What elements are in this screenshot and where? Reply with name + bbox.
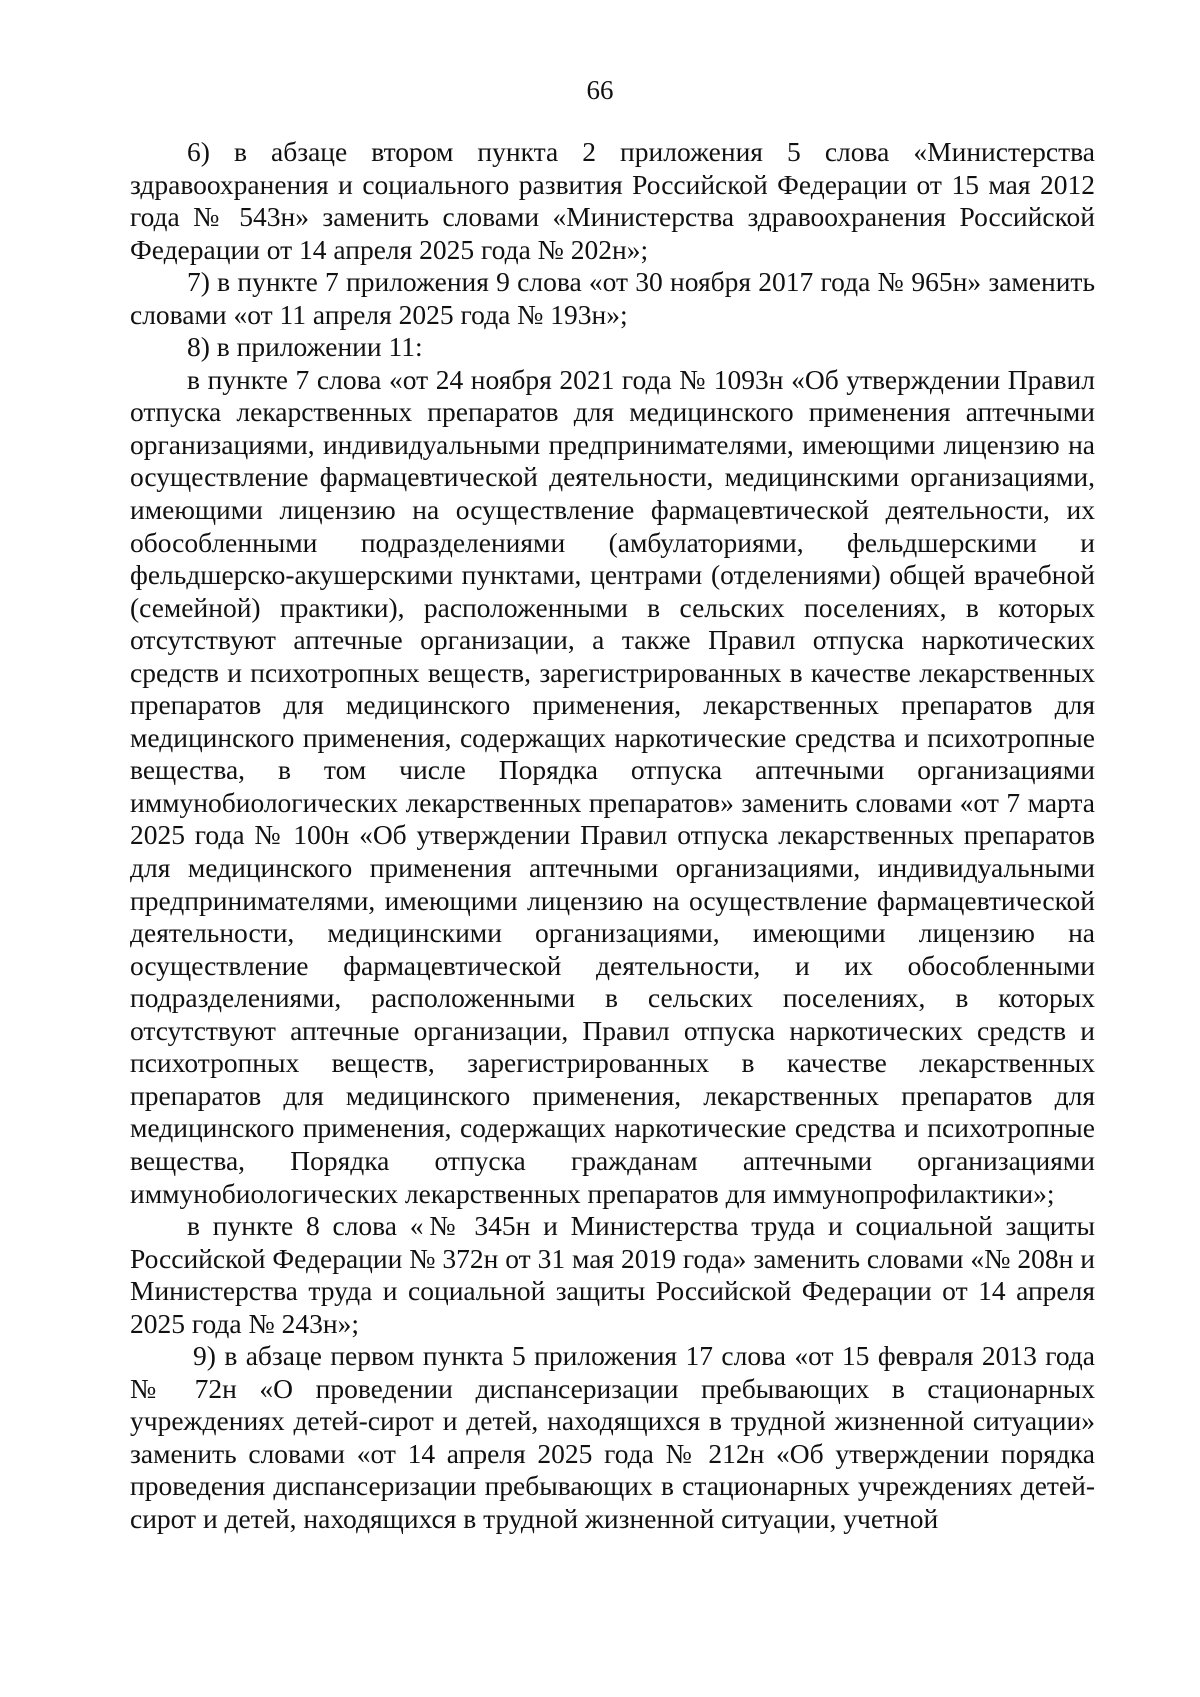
paragraph-item-8: 8) в приложении 11: xyxy=(187,331,423,363)
paragraph-item-9: 9) в абзаце первом пункта 5 приложения 17 слова «от 15 февраля 2013 года № 72н «О проведении диспансеризации пребывающих в стационарных учреждениях детей-сирот и детей, находящихся в трудной жизненной ситуации» заменить словами «от 14 апреля 2025 года № 212н «Об утверждении порядка проведения диспансеризации пребывающих в стационарных учреждениях детей-сирот и детей, находящихся в трудной жизненной ситуации, учетной xyxy=(130,1340,1095,1534)
document-body xyxy=(130,136,1095,1536)
paragraph-item-8-point-8: в пункте 8 слова «№ 345н и Министерства труда и социальной защиты Российской Федерации № 372н от 31 мая 2019 года» заменить словами «№ 208н и Министерства труда и социальной защиты Российской Федерации от 14 апреля 2025 года № 243н»; xyxy=(130,1210,1095,1339)
paragraph-item-7: 7) в пункте 7 приложения 9 слова «от 30 ноября 2017 года № 965н» заменить словами «от 11 апреля 2025 года № 193н»; xyxy=(130,266,1095,330)
paragraph-item-6: 6) в абзаце втором пункта 2 приложения 5 слова «Министерства здравоохранения и социального развития Российской Федерации от 15 мая 2012 года № 543н» заменить словами «Министерства здравоохранения Российской Федерации от 14 апреля 2025 года № 202н»; xyxy=(130,136,1095,265)
page-number: 66 xyxy=(586,75,614,105)
paragraph-item-8-point-7: в пункте 7 слова «от 24 ноября 2021 года № 1093н «Об утверждении Правил отпуска лекарственных препаратов для медицинского применения аптечными организациями, индивидуальными предпринимателями, имеющими лицензию на осуществление фармацевтической деятельности, медицинскими организациями, имеющими лицензию на осуществление фармацевтической деятельности, их обособленными подразделениями (амбулаториями, фельдшерскими и фельдшерско-акушерскими пунктами, центрами (отделениями) общей врачебной (семейной) практики), расположенными в сельских поселениях, в которых отсутствуют аптечные организации, а также Правил отпуска наркотических средств и психотропных веществ, зарегистрированных в качестве лекарственных препаратов для медицинского применения, лекарственных препаратов для медицинского применения, содержащих наркотические средства и психотропные вещества, в том числе Порядка отпуска аптечными организациями иммунобиологических лекарственных препаратов» заменить словами «от 7 марта 2025 года № 100н «Об утверждении Правил отпуска лекарственных препаратов для медицинского применения аптечными организациями, индивидуальными предпринимателями, имеющими лицензию на осуществление фармацевтической деятельности, медицинскими организациями, имеющими лицензию на осуществление фармацевтической деятельности, и их обособленными подразделениями, расположенными в сельских поселениях, в которых отсутствуют аптечные организации, Правил отпуска наркотических средств и психотропных веществ, зарегистрированных в качестве лекарственных препаратов для медицинского применения, лекарственных препаратов для медицинского применения, содержащих наркотические средства и психотропные вещества, Порядка отпуска гражданам аптечными организациями иммунобиологических лекарственных препаратов для иммунопрофилактики»; xyxy=(130,363,1095,1209)
